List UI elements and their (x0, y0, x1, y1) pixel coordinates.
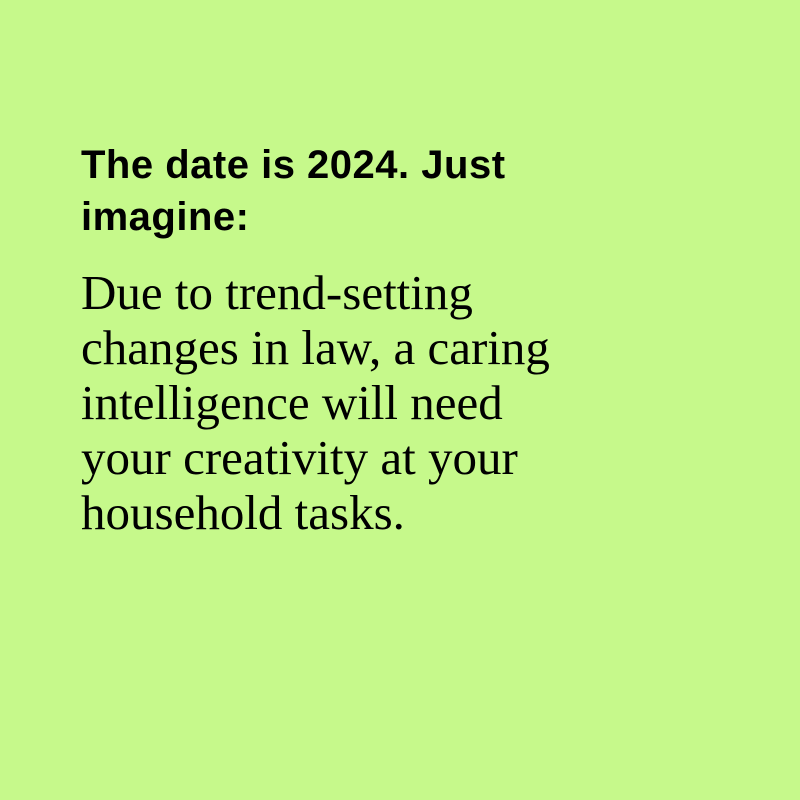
headline-line: The date is 2024. Just (81, 143, 506, 187)
body-line: your creativity at your (81, 430, 518, 485)
body-line: household tasks. (81, 485, 405, 540)
headline (81, 139, 721, 243)
body-line: intelligence will need (81, 375, 503, 430)
body-line: Due to trend-setting (81, 265, 473, 320)
headline-line: imagine: (81, 195, 250, 239)
body-line: changes in law, a caring (81, 320, 550, 375)
card-content (81, 139, 721, 540)
body-text (81, 265, 721, 540)
